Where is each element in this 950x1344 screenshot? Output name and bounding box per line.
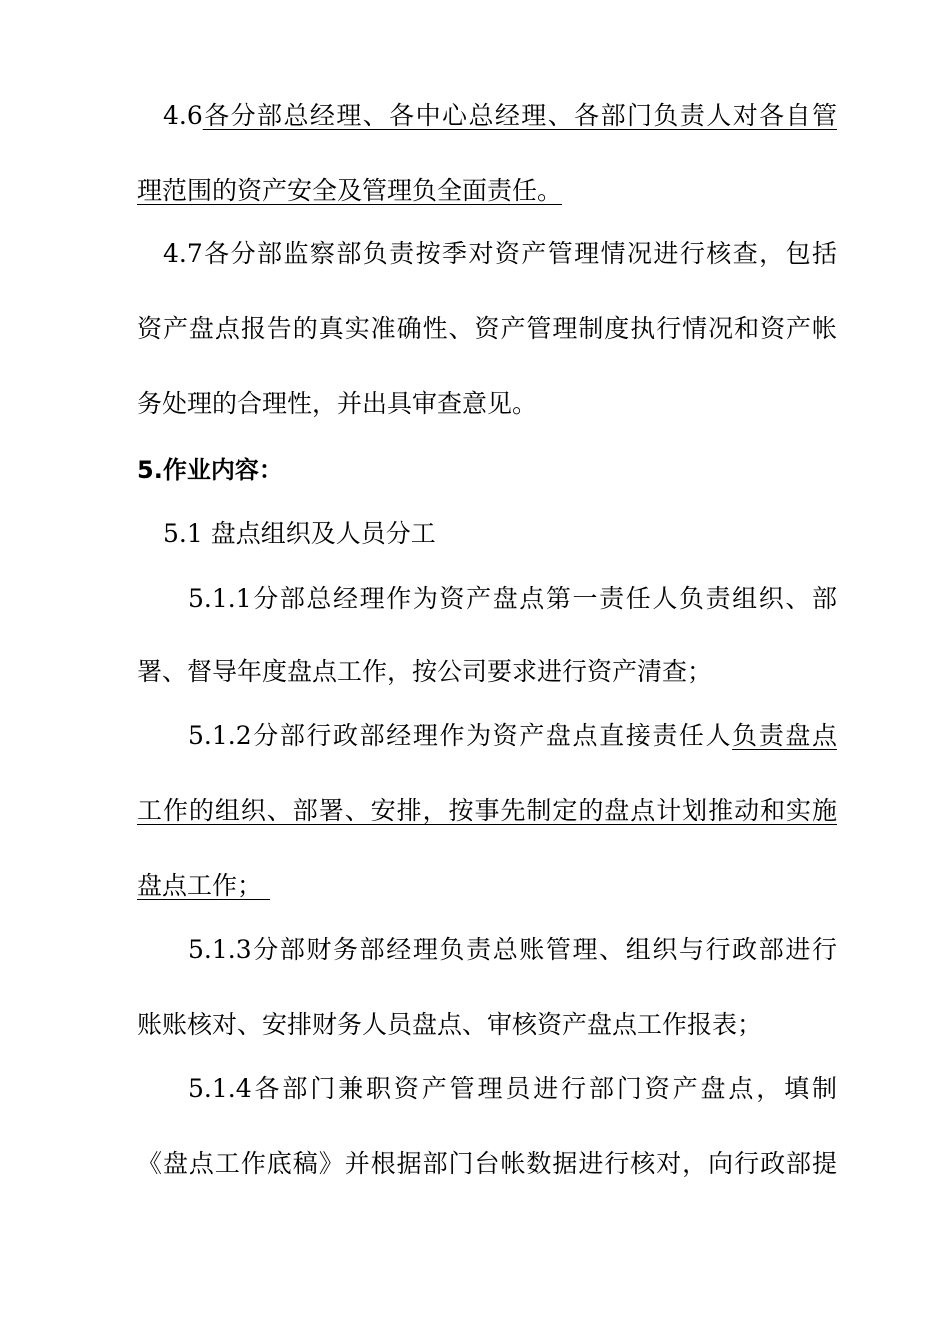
paragraph-4-7-line-3: 务处理的合理性，并出具审查意见。	[137, 389, 538, 418]
underlined-text: 各分部总经理、各中心总经理、各部门负责人对各自管	[202, 101, 837, 130]
paragraph-4-7-line-1: 4.7各分部监察部负责按季对资产管理情况进行核查，包括	[163, 239, 837, 268]
clause-5-1-2-line-1	[188, 719, 837, 753]
clause-5-1-1-line-1: 5.1.1分部总经理作为资产盘点第一责任人负责组织、部	[188, 584, 837, 613]
section-5-1-title: 5.1 盘点组织及人员分工	[163, 519, 436, 548]
paragraph-4-7-line-2: 资产盘点报告的真实准确性、资产管理制度执行情况和资产帐	[137, 314, 837, 343]
underlined-text: 理范围的资产安全及管理负全面责任。	[137, 176, 563, 205]
clause-5-1-1-line-2: 署、督导年度盘点工作，按公司要求进行资产清查；	[137, 657, 713, 686]
section-5-heading: 5.作业内容：	[137, 456, 283, 484]
paragraph-4-6-line-2	[137, 174, 837, 208]
clause-number: 4.6	[163, 101, 203, 130]
underlined-text: 盘点工作；	[137, 871, 263, 900]
underlined-text: 负责盘点	[732, 721, 837, 750]
plain-text: 5.1.2分部行政部经理作为资产盘点直接责任人	[188, 721, 733, 750]
clause-5-1-3-line-1: 5.1.3分部财务部经理负责总账管理、组织与行政部进行	[188, 935, 837, 964]
underlined-text: 工作的组织、部署、安排，按事先制定的盘点计划推动和实施	[137, 796, 837, 825]
clause-5-1-4-line-1: 5.1.4各部门兼职资产管理员进行部门资产盘点，填制	[188, 1074, 837, 1103]
clause-5-1-2-line-3	[137, 869, 837, 903]
clause-5-1-2-line-2	[137, 794, 837, 828]
clause-5-1-4-line-2: 《盘点工作底稿》并根据部门台帐数据进行核对，向行政部提	[137, 1149, 837, 1178]
clause-5-1-3-line-2: 账账核对、安排财务人员盘点、审核资产盘点工作报表；	[137, 1010, 763, 1039]
paragraph-4-6-line-1	[163, 99, 837, 133]
